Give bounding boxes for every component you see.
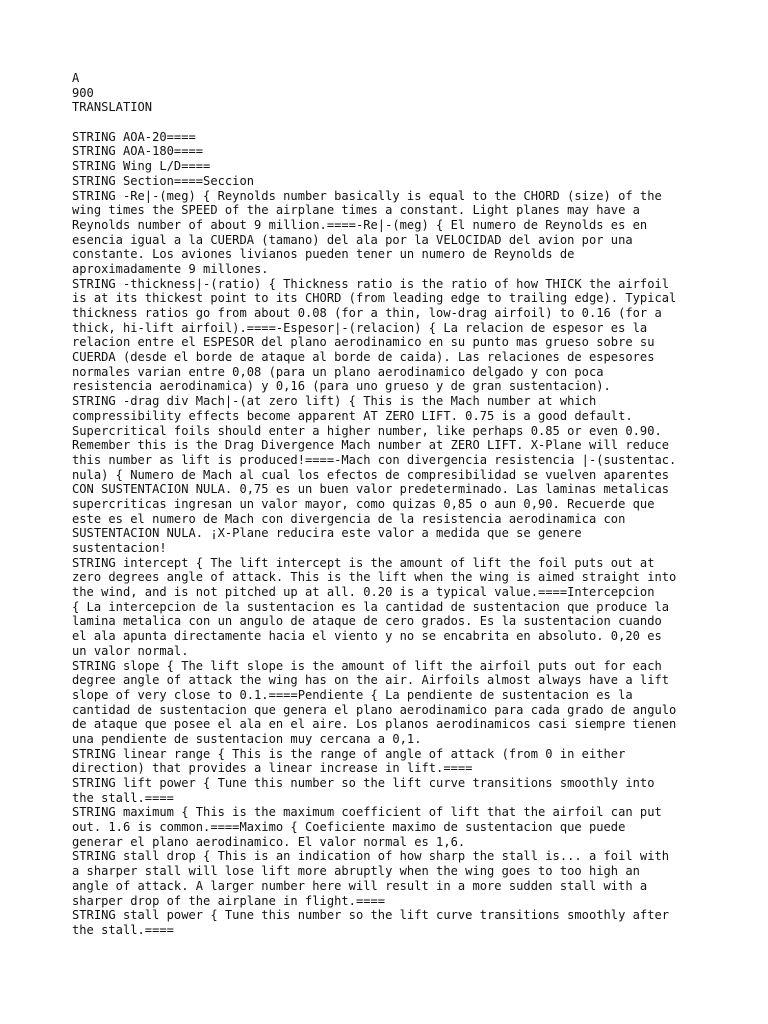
text-line: Remember this is the Drag Divergence Mach number at ZERO LIFT. X-Plane will reduce (72, 438, 670, 453)
text-line: STRING linear range { This is the range of angle of attack (from 0 in either (72, 746, 626, 761)
text-line: aproximadamente 9 millones. (72, 261, 269, 276)
blank-line (72, 115, 712, 130)
text-line: direction) that provides a linear increase in lift.==== (72, 761, 473, 776)
text-line: constante. Los aviones livianos pueden tener un numero de Reynolds de (72, 247, 575, 262)
text-line: is at its thickest point to its CHORD (from leading edge to trailing edge). Typical (72, 291, 677, 306)
header-line-title: TRANSLATION (72, 100, 153, 115)
text-line: STRING maximum { This is the maximum coefficient of lift that the airfoil can put (72, 805, 662, 820)
text-line: zero degrees angle of attack. This is the lift when the wing is aimed straight into (72, 570, 677, 585)
text-line: the stall.==== (72, 922, 174, 937)
text-line: STRING AOA-180==== (72, 144, 204, 159)
document-page (72, 71, 712, 938)
text-line: Supercritical foils should enter a higher number, like perhaps 0.85 or even 0.90. (72, 423, 662, 438)
text-line: compressibility effects become apparent AT ZERO LIFT. 0.75 is a good default. (72, 408, 633, 423)
text-line: a sharper stall will lose lift more abruptly when the wing goes to too high an (72, 864, 640, 879)
text-line: degree angle of attack the wing has on the air. Airfoils almost always have a lift (72, 673, 670, 688)
text-line: STRING lift power { Tune this number so the lift curve transitions smoothly into (72, 776, 655, 790)
text-line: un valor normal. (72, 643, 189, 658)
text-line: SUSTENTACION NULA. ¡X-Plane reducira este valor a medida que se genere (72, 526, 582, 541)
text-line: thickness ratios go from about 0.08 (for a thin, low-drag airfoil) to 0.16 (for a (72, 306, 662, 320)
text-line: thick, hi-lift airfoil).====-Espesor|-(relacion) { La relacion de espesor es la (72, 320, 648, 335)
text-line: resistencia aerodinamica) y 0,16 (para uno grueso y de gran sustentacion). (72, 379, 611, 394)
text-line: out. 1.6 is common.====Maximo { Coeficiente maximo de sustentacion que puede (72, 820, 626, 835)
text-line: generar el plano aerodinamico. El valor normal es 1,6. (72, 834, 466, 849)
text-line: wing times the SPEED of the airplane times a constant. Light planes may have a (72, 203, 640, 218)
text-line: cantidad de sustentacion que genera el plano aerodinamico para cada grado de angulo (72, 702, 677, 717)
text-line: esencia igual a la CUERDA (tamano) del ala por la VELOCIDAD del avion por una (72, 232, 633, 247)
document-body (72, 130, 712, 938)
text-line: STRING Section====Seccion (72, 173, 255, 188)
text-line: de ataque que posee el ala en el aire. Los planos aerodinamicos casi siempre tienen (72, 717, 677, 732)
text-line: lamina metalica con un angulo de ataque de cero grados. Es la sustentacion cuando (72, 614, 662, 629)
text-line: STRING intercept { The lift intercept is the amount of lift the foil puts out at (72, 555, 655, 570)
text-line: sharper drop of the airplane in flight.==== (72, 893, 386, 908)
text-line: el ala apunta directamente hacia el viento y no se encabrita en absoluto. 0,20 es (72, 629, 662, 644)
text-line: CUERDA (desde el borde de ataque al borde de caida). Las relaciones de espesores (72, 350, 655, 365)
text-line: sustentacion! (72, 541, 167, 555)
text-line: STRING stall drop { This is an indication of how sharp the stall is... a foil with (72, 849, 670, 864)
text-line: angle of attack. A larger number here will result in a more sudden stall with a (72, 878, 648, 893)
text-line: normales varian entre 0,08 (para un plano aerodinamico delgado y con poca (72, 364, 604, 379)
text-line: Reynolds number of about 9 million.====-Re|-(meg) { El numero de Reynolds es en (72, 217, 648, 232)
text-line: STRING AOA-20==== (72, 129, 196, 144)
header-line-a: A (72, 71, 80, 85)
text-line: nula) { Numero de Mach al cual los efectos de compresibilidad se vuelven aparentes (72, 467, 670, 482)
text-line: supercriticas ingresan un valor mayor, como quizas 0,85 o aun 0,90. Recuerde que (72, 496, 655, 511)
text-line: STRING -thickness|-(ratio) { Thickness ratio is the ratio of how THICK the airfoil (72, 276, 670, 291)
text-line: CON SUSTENTACION NULA. 0,75 es un buen valor predeterminado. Las laminas metalicas (72, 482, 670, 497)
header-line-version: 900 (72, 85, 94, 100)
text-line: STRING -Re|-(meg) { Reynolds number basically is equal to the CHORD (size) of the (72, 188, 662, 203)
text-line: una pendiente de sustentacion muy cercana a 0,1. (72, 731, 422, 746)
text-line: STRING Wing L/D==== (72, 159, 211, 174)
text-line: slope of very close to 0.1.====Pendiente { La pendiente de sustentacion es la (72, 687, 633, 702)
text-line: this number as lift is produced!====-Mach con divergencia resistencia |-(sustentac. (72, 452, 677, 467)
text-line: STRING slope { The lift slope is the amount of lift the airfoil puts out for each (72, 658, 662, 673)
text-line: este es el numero de Mach con divergencia de la resistencia aerodinamica con (72, 511, 626, 526)
text-line: STRING stall power { Tune this number so the lift curve transitions smoothly after (72, 908, 670, 923)
text-line: the wind, and is not pitched up at all. 0.20 is a typical value.====Intercepcion (72, 585, 655, 600)
text-line: { La intercepcion de la sustentacion es la cantidad de sustentacion que produce la (72, 599, 670, 614)
text-line: relacion entre el ESPESOR del plano aerodinamico en su punto mas grueso sobre su (72, 335, 655, 350)
text-line: the stall.==== (72, 790, 174, 805)
text-line: STRING -drag div Mach|-(at zero lift) { This is the Mach number at which (72, 394, 597, 409)
